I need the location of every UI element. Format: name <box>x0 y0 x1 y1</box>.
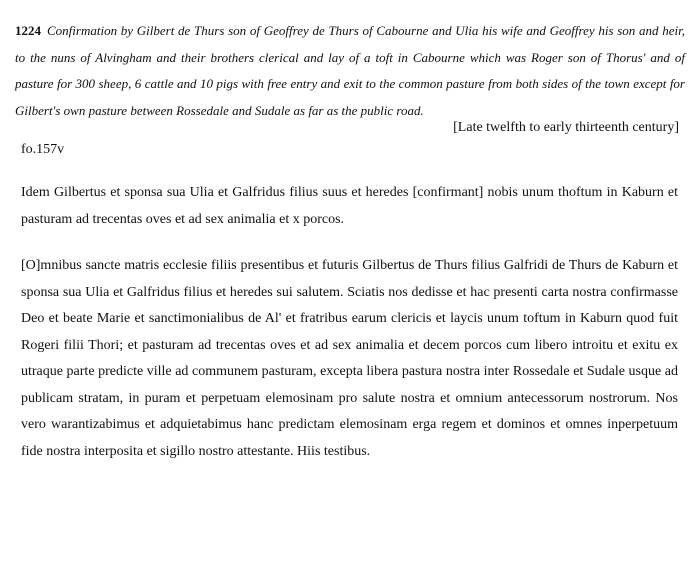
rubric-paragraph: Idem Gilbertus et sponsa sua Ulia et Galfridus filius suus et heredes [confirmant] nobis unum thoftum in Kaburn et pasturam ad trecentas oves et ad sex animalia et x porcos. <box>21 185 678 227</box>
charter-paragraph: [O]mnibus sancte matris ecclesie filiis presentibus et futuris Gilbertus de Thurs filius Galfridi de Thurs de Kaburn et sponsa sua Ulia et Galfridus filius et heredes sui salutem. Sciatis nos dedisse et hac presenti carta nostra confirmasse Deo et beate Marie et sanctimonialibus de Al' et fratribus earum clericis et laycis unum toftum in Kaburn quod fuit Rogeri filii Thori; et pasturam ad trecentas oves et ad sex animalia et decem porcos cum libero introitu et exitu ex utraque parte predicte ville ad communem pasturam, excepta libera pastura nostra inter Rossedale et Sudale usque ad publicam stratam, in puram et perpetuam elemosinam pro salute nostra et omnium antecessorum nostrorum. Nos vero warantizabimus et adquietabimus hanc predictam elemosinam erga regem et dominos et omnes inperpetuum fide nostra interposita et sigillo nostro attestante. Hiis testibus. <box>21 258 678 459</box>
entry-number: 1224 <box>15 23 41 38</box>
entry-date: [Late twelfth to early thirteenth century] <box>453 120 679 135</box>
folio-reference: fo.157v <box>21 142 65 157</box>
entry-summary: Confirmation by Gilbert de Thurs son of Geoffrey de Thurs of Cabourne and Ulia his wife and Geoffrey his son and heir, to the nuns of Alvingham and their brothers clerical and lay of a toft in Cabourne which was Roger son of Thorus' and of pasture for 300 sheep, 6 cattle and 10 pigs with free entry and exit to the common pasture from both sides of the town except for Gilbert's own pasture between Rossedale and Sudale as far as the public road. <box>15 23 685 118</box>
entry-heading <box>15 18 685 124</box>
